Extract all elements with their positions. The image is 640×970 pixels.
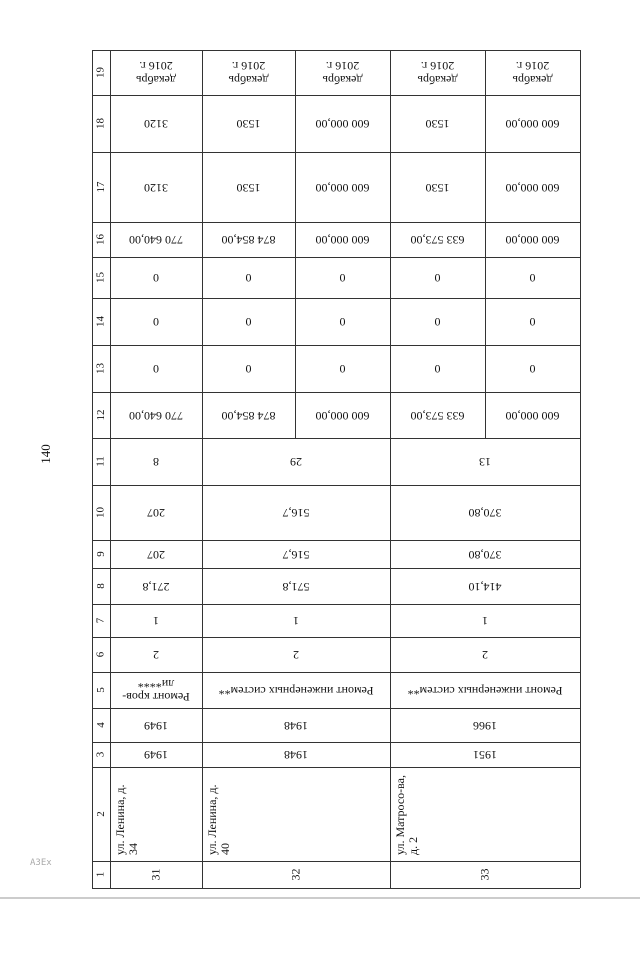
- column-number-18: 18: [94, 118, 107, 129]
- value-cell-6: 2: [293, 648, 299, 663]
- value-cell-15-1: 0: [434, 271, 441, 286]
- value-cell-16: 770 640,00: [129, 233, 183, 248]
- value-cell-10: 207: [147, 506, 165, 521]
- value-cell-7: 1: [153, 614, 159, 629]
- value-cell-18-2: 600 000,00: [315, 117, 370, 132]
- value-cell-7: 1: [482, 614, 488, 629]
- value-cell-5: Ремонт кров-ли****: [122, 677, 190, 705]
- value-cell-16-2: 600 000,00: [315, 233, 370, 248]
- value-cell-9: 370,80: [468, 547, 502, 562]
- value-cell-12-1: 633 573,00: [410, 408, 465, 423]
- value-cell-14-2: 0: [339, 315, 346, 330]
- column-number-15: 15: [94, 272, 107, 283]
- column-number-8: 8: [94, 583, 107, 589]
- column-number-12: 12: [94, 409, 107, 421]
- column-number-19: 19: [94, 67, 107, 78]
- value-cell-14: 0: [153, 315, 159, 330]
- column-number-13: 13: [94, 363, 107, 374]
- value-cell-16-1: 633 573,00: [410, 233, 465, 248]
- column-number-5: 5: [94, 687, 107, 693]
- value-cell-18: 3120: [144, 117, 168, 132]
- value-cell-18-1: 1530: [425, 117, 450, 132]
- table-vline: [580, 50, 581, 888]
- value-cell-15-2: 0: [529, 271, 536, 286]
- value-cell-8: 571,8: [282, 579, 310, 594]
- value-cell-13: 0: [153, 362, 159, 377]
- value-cell-12-2: 600 000,00: [505, 408, 560, 423]
- value-cell-19-2: декабрь 2016 г.: [322, 59, 363, 87]
- column-number-17: 17: [94, 181, 107, 193]
- value-cell-3: 1951: [473, 748, 497, 763]
- value-cell-17-1: 1530: [236, 180, 261, 195]
- column-number-9: 9: [94, 551, 107, 557]
- value-cell-4: 1949: [144, 718, 168, 733]
- value-cell-17: 3120: [144, 180, 168, 195]
- column-number-16: 16: [94, 234, 107, 245]
- value-cell-10: 370,80: [468, 506, 502, 521]
- value-cell-12-1: 874 854,00: [221, 408, 276, 423]
- page-bottom-edge: [0, 897, 640, 899]
- value-cell-19-2: декабрь 2016 г.: [512, 59, 553, 87]
- value-cell-11: 8: [153, 455, 159, 470]
- column-number-6: 6: [94, 651, 107, 658]
- row-number: 33: [477, 868, 492, 881]
- value-cell-17-2: 600 000,00: [315, 180, 370, 195]
- value-cell-10: 516,7: [282, 506, 310, 521]
- column-number-4: 4: [94, 722, 107, 728]
- value-cell-15-2: 0: [339, 271, 346, 286]
- value-cell-17-1: 1530: [425, 180, 450, 195]
- column-number-11: 11: [94, 456, 107, 467]
- value-cell-3: 1949: [144, 748, 168, 763]
- value-cell-13-1: 0: [245, 362, 252, 377]
- value-cell-12-2: 600 000,00: [315, 408, 370, 423]
- value-cell-3: 1948: [284, 748, 308, 763]
- address-cell: ул. Матросо-ва, д. 2: [393, 775, 421, 855]
- value-cell-4: 1966: [473, 718, 497, 733]
- address-cell: ул. Ленина, д. 40: [205, 784, 233, 855]
- page-number: 140: [37, 444, 53, 464]
- corner-mark: АЗЕх: [30, 858, 52, 868]
- value-cell-16-1: 874 854,00: [221, 233, 276, 248]
- value-cell-19: декабрь 2016 г.: [136, 59, 176, 87]
- value-cell-16-2: 600 000,00: [505, 233, 560, 248]
- value-cell-13-1: 0: [434, 362, 441, 377]
- value-cell-11: 29: [290, 455, 302, 470]
- column-number-2: 2: [94, 811, 107, 817]
- address-cell: ул. Ленина, д. 34: [113, 784, 141, 855]
- value-cell-9: 516,7: [282, 547, 310, 562]
- value-cell-8: 271,8: [142, 579, 170, 594]
- value-cell-13-2: 0: [529, 362, 536, 377]
- column-number-1: 1: [94, 871, 107, 878]
- value-cell-4: 1948: [284, 718, 308, 733]
- value-cell-18-1: 1530: [236, 117, 261, 132]
- value-cell-15: 0: [153, 271, 159, 286]
- value-cell-14-1: 0: [434, 315, 441, 330]
- value-cell-9: 207: [147, 547, 165, 562]
- column-number-10: 10: [94, 507, 107, 518]
- value-cell-19-1: декабрь 2016 г.: [228, 59, 269, 87]
- value-cell-5: Ремонт инженерных систем**: [218, 683, 374, 698]
- value-cell-5: Ремонт инженерных систем**: [407, 683, 563, 698]
- column-number-3: 3: [94, 751, 107, 758]
- value-cell-17-2: 600 000,00: [505, 180, 560, 195]
- value-cell-14-2: 0: [529, 315, 536, 330]
- value-cell-6: 2: [153, 648, 159, 663]
- value-cell-11: 13: [479, 455, 491, 470]
- value-cell-14-1: 0: [245, 315, 252, 330]
- column-number-7: 7: [94, 617, 107, 624]
- row-number: 32: [288, 868, 303, 881]
- value-cell-15-1: 0: [245, 271, 252, 286]
- value-cell-6: 2: [482, 648, 488, 663]
- value-cell-18-2: 600 000,00: [505, 117, 560, 132]
- value-cell-19-1: декабрь 2016 г.: [417, 59, 458, 87]
- value-cell-7: 1: [293, 614, 299, 629]
- row-number: 31: [148, 868, 163, 881]
- value-cell-13-2: 0: [339, 362, 346, 377]
- value-cell-8: 414,10: [468, 579, 502, 594]
- column-number-14: 14: [94, 316, 107, 327]
- value-cell-12: 770 640,00: [129, 408, 183, 423]
